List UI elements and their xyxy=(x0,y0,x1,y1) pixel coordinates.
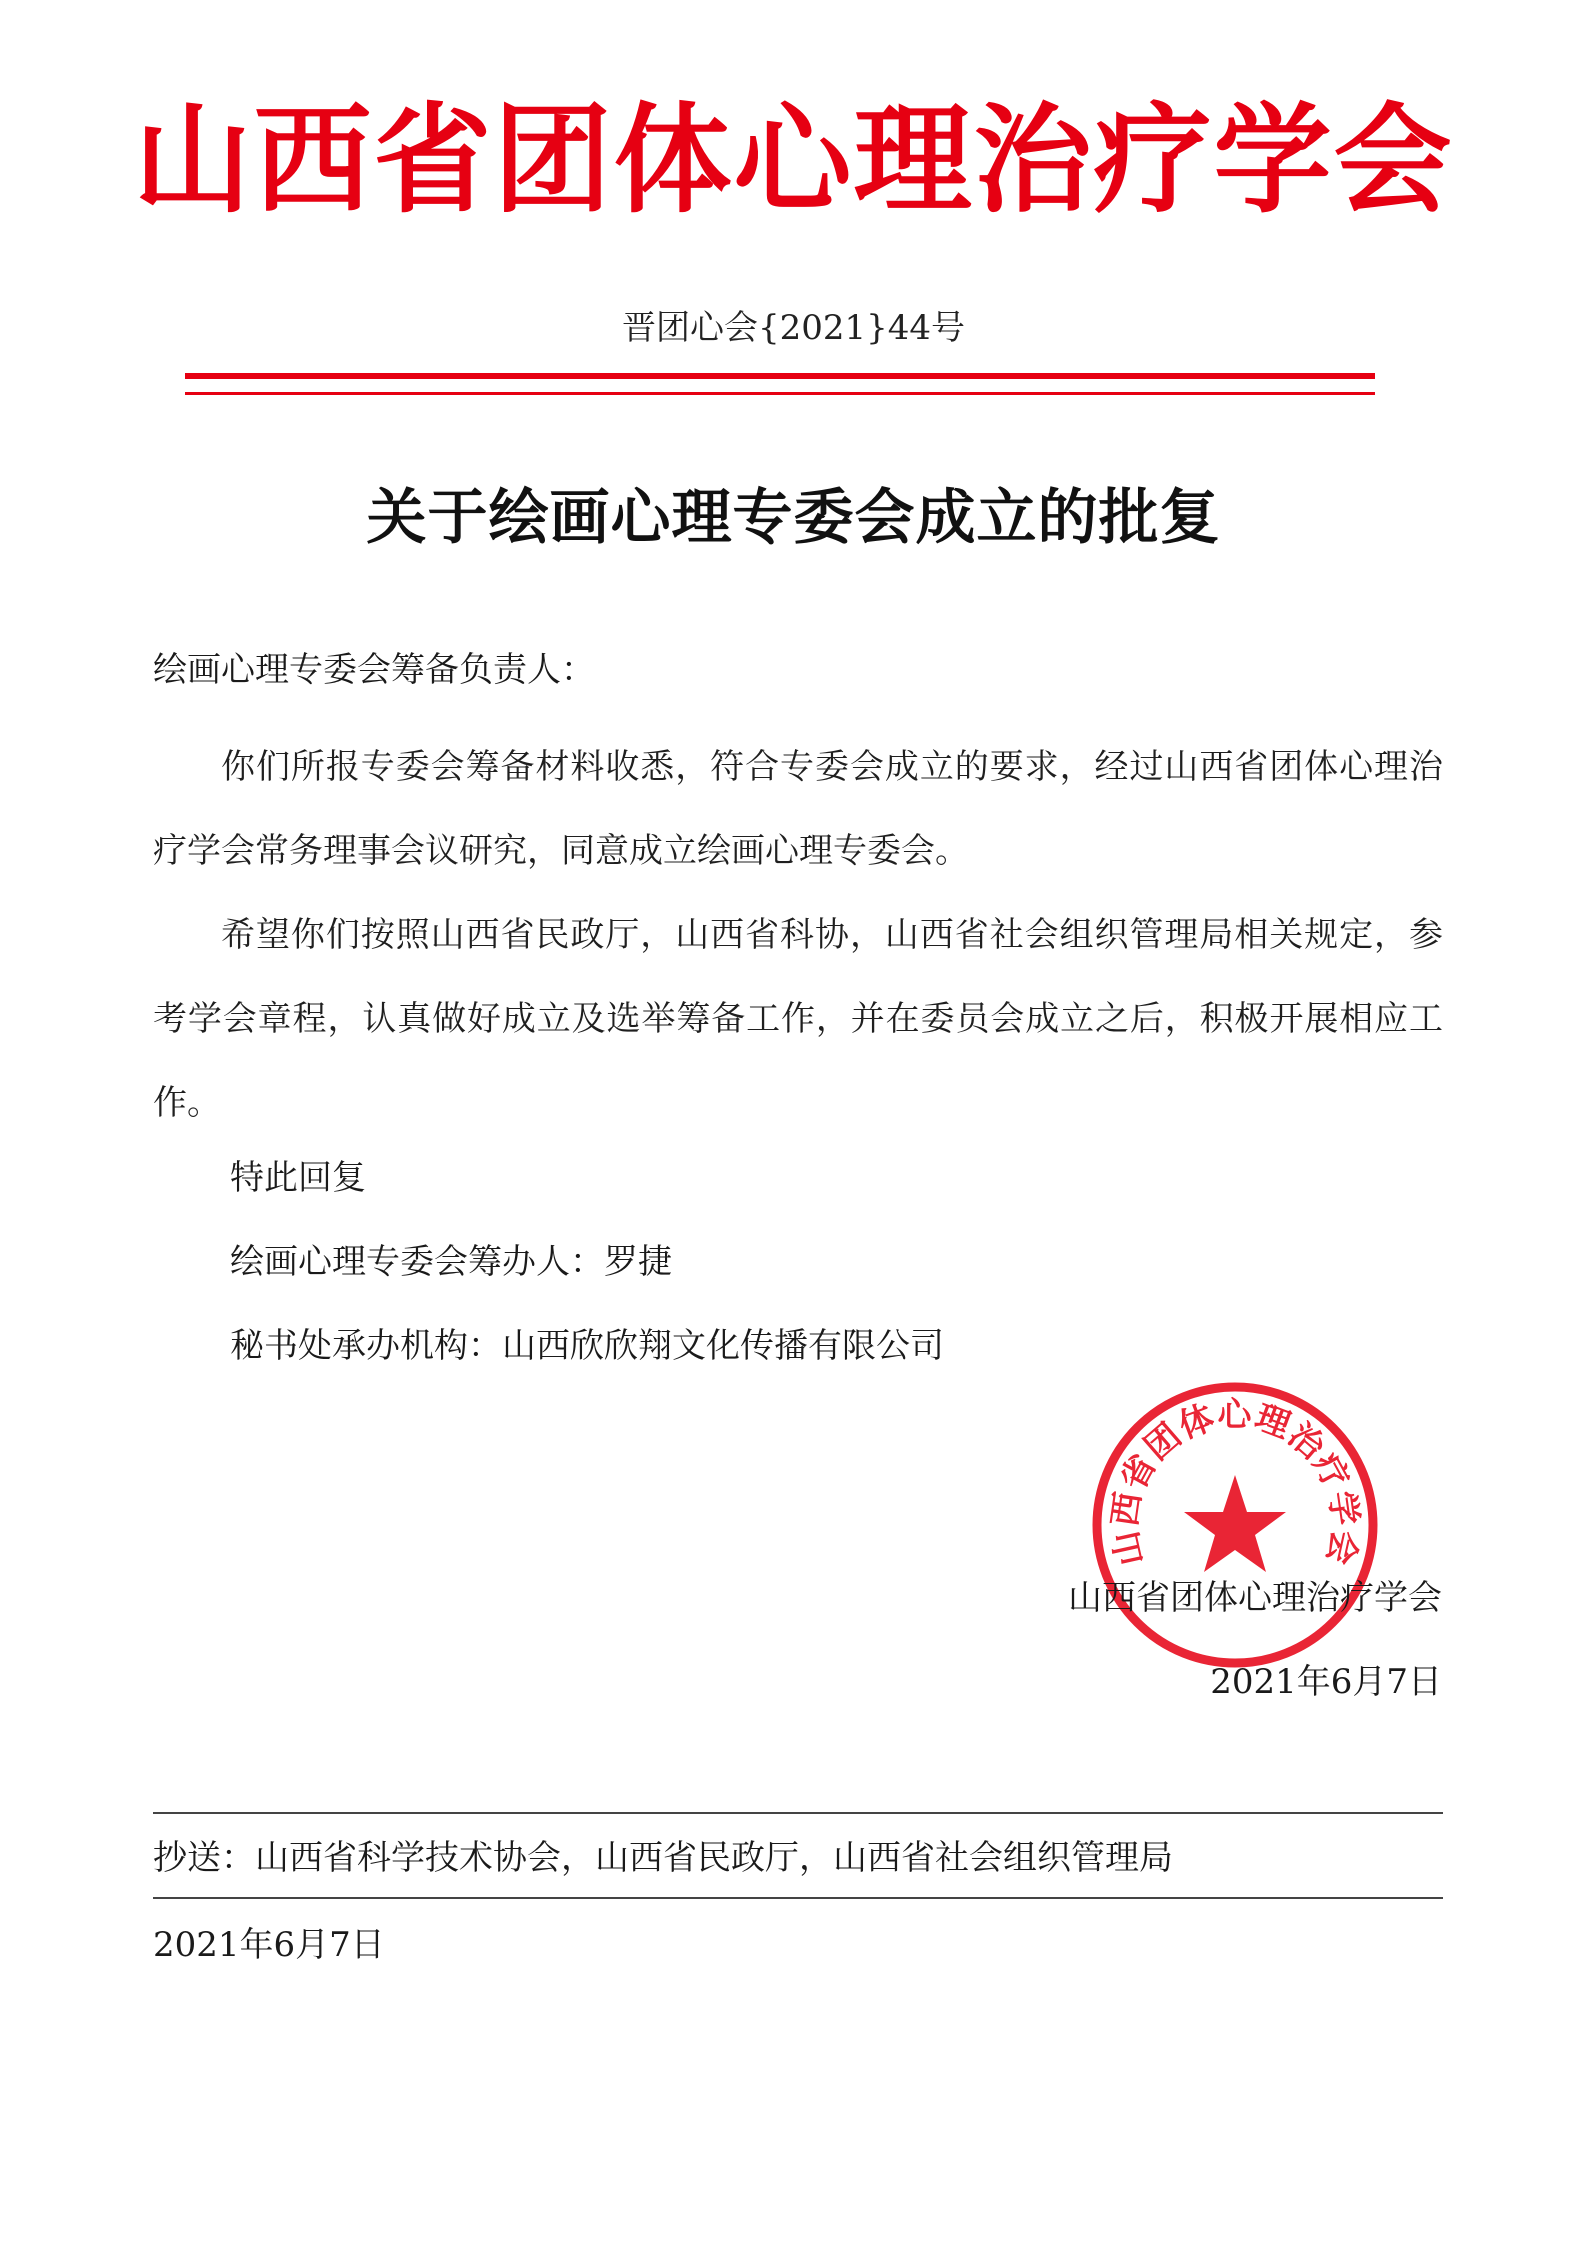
header-red-rule-thick xyxy=(185,373,1375,379)
closing-line: 特此回复 xyxy=(230,1158,366,1198)
seal-text: 山西省团体心理治疗学会 xyxy=(1104,1395,1366,1570)
paragraph-text: 希望你们按照山西省民政厅，山西省科协，山西省社会组织管理局相关规定，参考学会章程，认真做好成立及选举筹备工作，并在委员会成立之后，积极开展相应工作。 xyxy=(153,915,1443,1123)
org-header-title: 山西省团体心理治疗学会 xyxy=(133,90,1454,229)
footer-date: 2021年6月7日 xyxy=(153,1925,385,1965)
header-red-rule-thin xyxy=(185,392,1375,395)
salutation: 绘画心理专委会筹备负责人： xyxy=(153,650,595,690)
official-seal-icon xyxy=(1090,1380,1380,1670)
paragraph-text: 你们所报专委会筹备材料收悉，符合专委会成立的要求，经过山西省团体心理治疗学会常务理事会议研究，同意成立绘画心理专委会。 xyxy=(153,747,1443,871)
signature-org: 山西省团体心理治疗学会 xyxy=(1068,1578,1442,1618)
organizer-line: 绘画心理专委会筹办人：罗捷 xyxy=(230,1242,672,1282)
body-paragraph-2 xyxy=(153,893,1443,1145)
body-paragraph-1 xyxy=(153,725,1443,893)
footer-rule-top xyxy=(153,1812,1443,1814)
secretariat-line: 秘书处承办机构：山西欣欣翔文化传播有限公司 xyxy=(230,1326,944,1366)
signature-date: 2021年6月7日 xyxy=(1210,1662,1442,1702)
document-number: 晋团心会{2021}44号 xyxy=(621,308,966,348)
footer-rule-bottom xyxy=(153,1897,1443,1899)
document-title: 关于绘画心理专委会成立的批复 xyxy=(366,483,1221,553)
cc-line: 抄送：山西省科学技术协会，山西省民政厅，山西省社会组织管理局 xyxy=(153,1838,1173,1878)
